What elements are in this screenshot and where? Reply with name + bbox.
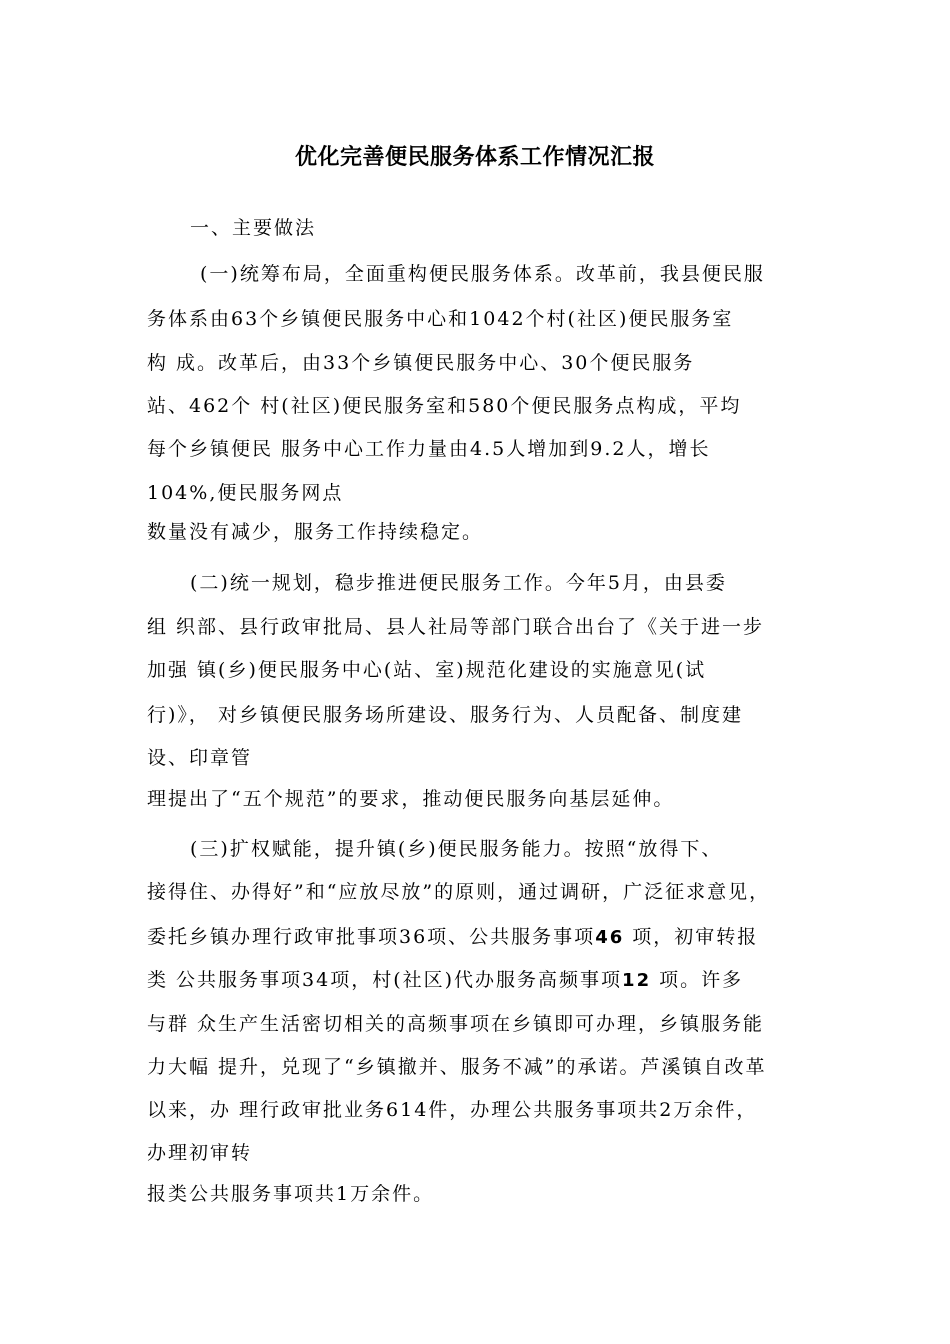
line-text: 项。许多	[651, 969, 744, 991]
paragraph-line: 加强 镇(乡)便民服务中心(站、室)规范化建设的实施意见(试	[147, 659, 707, 681]
paragraph-line: 力大幅 提升，兑现了“乡镇撤并、服务不减”的承诺。芦溪镇自改革	[147, 1056, 767, 1078]
paragraph-line: 务体系由63个乡镇便民服务中心和1042个村(社区)便民服务室	[147, 308, 734, 330]
paragraph-line: (二)统一规划，稳步推进便民服务工作。今年5月，由县委	[190, 572, 727, 594]
paragraph-line: 数量没有减少，服务工作持续稳定。	[147, 521, 484, 543]
paragraph-line: 行)》， 对乡镇便民服务场所建设、服务行为、人员配备、制度建	[147, 704, 743, 726]
document-title: 优化完善便民服务体系工作情况汇报	[294, 145, 655, 170]
line-text: 类 公共服务事项34项，村(社区)代办服务高频事项	[147, 969, 623, 991]
paragraph-line	[147, 967, 743, 994]
paragraph-line: 接得住、办得好”和“应放尽放”的原则，通过调研，广泛征求意见，	[147, 881, 771, 903]
bold-number: 12	[622, 970, 652, 991]
bold-number: 46	[595, 927, 625, 948]
paragraph-line: 设、印章管	[147, 747, 253, 769]
paragraph-line	[147, 924, 758, 951]
paragraph-line: 构 成。改革后，由33个乡镇便民服务中心、30个便民服务	[147, 352, 695, 374]
paragraph-line: 办理初审转	[147, 1142, 253, 1164]
paragraph-line: (三)扩权赋能，提升镇(乡)便民服务能力。按照“放得下、	[190, 838, 723, 860]
paragraph-line: 理提出了“五个规范”的要求，推动便民服务向基层延伸。	[147, 788, 675, 810]
paragraph-line: 站、462个 村(社区)便民服务室和580个便民服务点构成，平均	[147, 395, 742, 417]
line-text: 项，初审转报	[624, 926, 759, 948]
paragraph-line: 报类公共服务事项共1万余件。	[147, 1183, 435, 1205]
paragraph-line: (一)统筹布局，全面重构便民服务体系。改革前，我县便民服	[200, 263, 765, 285]
section-heading: 一、主要做法	[190, 217, 317, 239]
paragraph-line: 组 织部、县行政审批局、县人社局等部门联合出台了《关于进一步	[147, 616, 765, 638]
paragraph-line: 与群 众生产生活密切相关的高频事项在乡镇即可办理，乡镇服务能	[147, 1013, 765, 1035]
paragraph-line: 以来，办 理行政审批业务614件，办理公共服务事项共2万余件，	[147, 1099, 758, 1121]
line-text: 委托乡镇办理行政审批事项36项、公共服务事项	[147, 926, 596, 948]
paragraph-line: 104%,便民服务网点	[147, 482, 344, 504]
paragraph-line: 每个乡镇便民 服务中心工作力量由4.5人增加到9.2人，增长	[147, 438, 711, 460]
